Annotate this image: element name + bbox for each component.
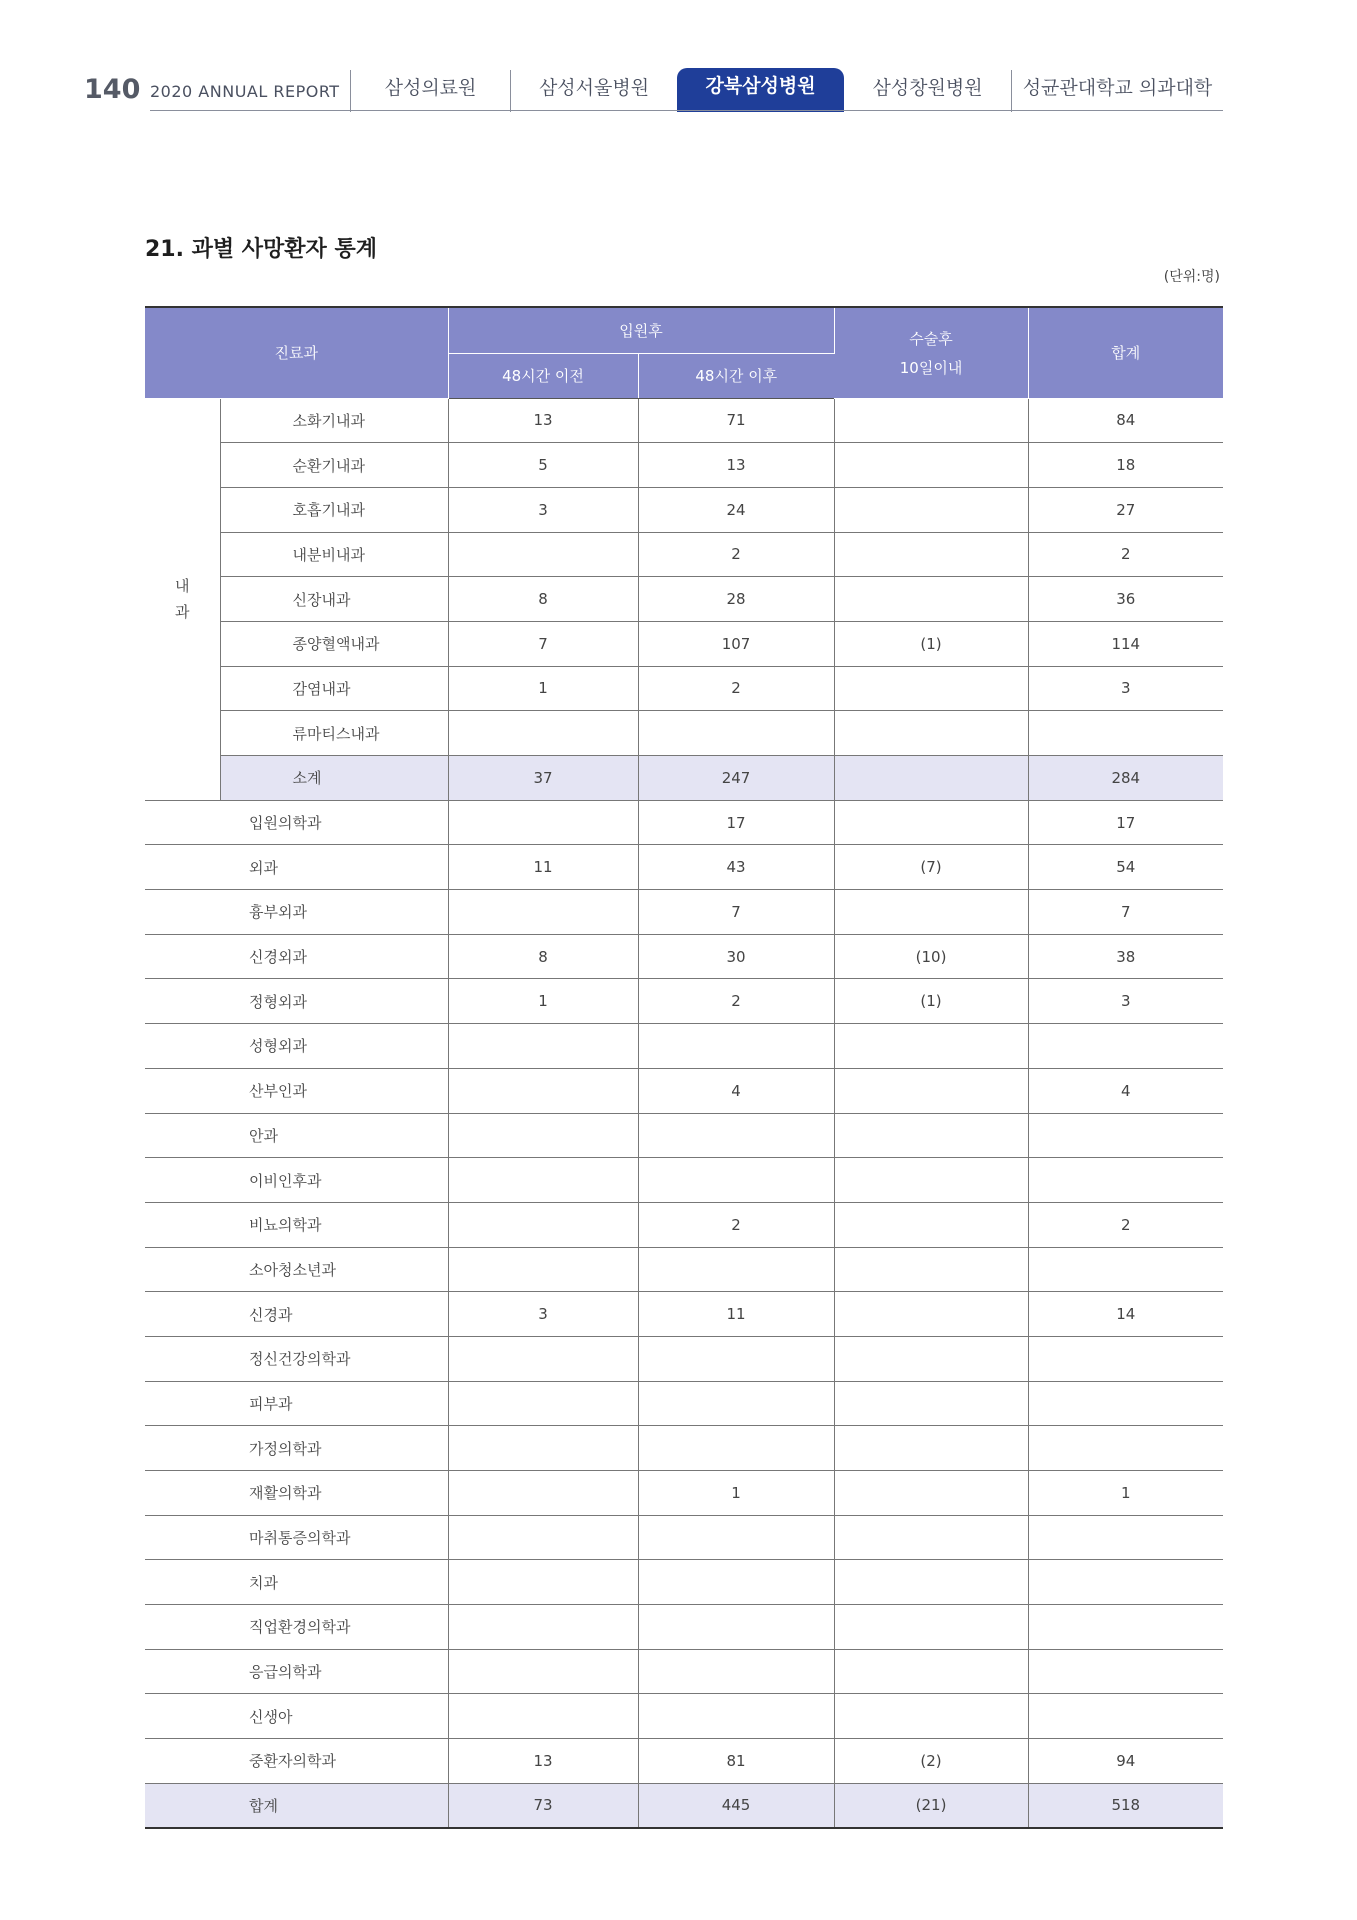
dept-name: 외과: [145, 845, 448, 890]
cell-total: [1028, 1605, 1223, 1650]
cell-after-48h: [638, 1381, 834, 1426]
cell-post-surgery: [834, 1694, 1028, 1739]
cell-total: [1028, 1158, 1223, 1203]
cell-before-48h: [448, 1381, 638, 1426]
table-row: [145, 532, 1223, 577]
cell-post-surgery: [834, 1605, 1028, 1650]
table-body: [145, 398, 1223, 1828]
cell-before-48h: 1: [448, 666, 638, 711]
table-row: [145, 1024, 1223, 1069]
cell-total: [1028, 1024, 1223, 1069]
cell-total: [1028, 1649, 1223, 1694]
header-surgery-line2: 10일이내: [899, 358, 963, 377]
dept-name: 피부과: [145, 1381, 448, 1426]
dept-name: 신생아: [145, 1694, 448, 1739]
cell-before-48h: 3: [448, 487, 638, 532]
dept-name: 응급의학과: [145, 1649, 448, 1694]
report-label: 2020 ANNUAL REPORT: [150, 82, 340, 101]
cell-after-48h: [638, 1247, 834, 1292]
cell-before-48h: [448, 1068, 638, 1113]
dept-name: 호흡기내과: [220, 487, 448, 532]
cell-total: 2: [1028, 1202, 1223, 1247]
table-row: [145, 1649, 1223, 1694]
tab-samsung-seoul-hospital[interactable]: 삼성서울병원: [510, 70, 677, 112]
tab-skku-medicine[interactable]: 성균관대학교 의과대학: [1011, 70, 1223, 112]
cell-post-surgery: [834, 443, 1028, 488]
cell-after-48h: 247: [638, 756, 834, 801]
table-row: [145, 398, 1223, 443]
cell-post-surgery: (10): [834, 934, 1028, 979]
dept-name: 소계: [220, 756, 448, 801]
dept-name: 신장내과: [220, 577, 448, 622]
cell-before-48h: 37: [448, 756, 638, 801]
cell-post-surgery: [834, 1113, 1028, 1158]
cell-post-surgery: [834, 1381, 1028, 1426]
cell-post-surgery: [834, 1649, 1028, 1694]
cell-post-surgery: [834, 532, 1028, 577]
cell-before-48h: [448, 1158, 638, 1203]
dept-name: 합계: [145, 1783, 448, 1828]
cell-before-48h: 13: [448, 1739, 638, 1784]
cell-total: 17: [1028, 800, 1223, 845]
table-row: [145, 1381, 1223, 1426]
dept-name: 비뇨의학과: [145, 1202, 448, 1247]
cell-before-48h: [448, 1560, 638, 1605]
dept-name: 정신건강의학과: [145, 1336, 448, 1381]
tab-samsung-medical-center[interactable]: 삼성의료원: [350, 70, 510, 112]
cell-after-48h: [638, 1024, 834, 1069]
cell-total: 1: [1028, 1471, 1223, 1516]
cell-after-48h: 2: [638, 532, 834, 577]
cell-total: [1028, 1247, 1223, 1292]
cell-post-surgery: (2): [834, 1739, 1028, 1784]
cell-before-48h: 7: [448, 621, 638, 666]
section-title: 21. 과별 사망환자 통계: [145, 237, 377, 262]
cell-total: 7: [1028, 890, 1223, 935]
cell-post-surgery: [834, 1336, 1028, 1381]
cell-before-48h: 8: [448, 934, 638, 979]
cell-after-48h: [638, 1158, 834, 1203]
table-row: [145, 487, 1223, 532]
cell-post-surgery: [834, 1426, 1028, 1471]
cell-before-48h: [448, 711, 638, 756]
cell-before-48h: [448, 1024, 638, 1069]
dept-name: 정형외과: [145, 979, 448, 1024]
dept-name: 중환자의학과: [145, 1739, 448, 1784]
subtotal-row: [145, 756, 1223, 801]
dept-name: 소아청소년과: [145, 1247, 448, 1292]
cell-post-surgery: [834, 1292, 1028, 1337]
cell-before-48h: 5: [448, 443, 638, 488]
table-row: [145, 1336, 1223, 1381]
table-row: [145, 1158, 1223, 1203]
cell-post-surgery: [834, 890, 1028, 935]
cell-after-48h: 71: [638, 398, 834, 443]
table-row: [145, 1605, 1223, 1650]
cell-before-48h: [448, 1694, 638, 1739]
table-row: [145, 443, 1223, 488]
dept-name: 소화기내과: [220, 398, 448, 443]
dept-name: 가정의학과: [145, 1426, 448, 1471]
cell-after-48h: [638, 1515, 834, 1560]
cell-post-surgery: [834, 711, 1028, 756]
cell-before-48h: [448, 1605, 638, 1650]
cell-total: 4: [1028, 1068, 1223, 1113]
table-row: [145, 1202, 1223, 1247]
cell-post-surgery: [834, 487, 1028, 532]
tab-kangbuk-samsung-hospital[interactable]: 강북삼성병원: [677, 68, 844, 112]
cell-before-48h: 8: [448, 577, 638, 622]
table-row: [145, 1247, 1223, 1292]
cell-after-48h: 107: [638, 621, 834, 666]
dept-name: 입원의학과: [145, 800, 448, 845]
table-row: [145, 1515, 1223, 1560]
cell-after-48h: [638, 1694, 834, 1739]
cell-total: 38: [1028, 934, 1223, 979]
cell-total: 84: [1028, 398, 1223, 443]
dept-name: 안과: [145, 1113, 448, 1158]
cell-post-surgery: (1): [834, 621, 1028, 666]
cell-post-surgery: [834, 1471, 1028, 1516]
cell-post-surgery: [834, 756, 1028, 801]
cell-before-48h: [448, 1336, 638, 1381]
cell-total: [1028, 1336, 1223, 1381]
dept-name: 재활의학과: [145, 1471, 448, 1516]
cell-total: [1028, 1560, 1223, 1605]
cell-after-48h: 13: [638, 443, 834, 488]
table-row: [145, 845, 1223, 890]
header-before-48h: 48시간 이전: [448, 353, 638, 398]
cell-after-48h: [638, 711, 834, 756]
dept-name: 직업환경의학과: [145, 1605, 448, 1650]
table-row: [145, 1113, 1223, 1158]
mortality-table: [145, 306, 1223, 1829]
header-after-48h: 48시간 이후: [638, 353, 834, 398]
cell-post-surgery: [834, 1158, 1028, 1203]
table-row: [145, 890, 1223, 935]
cell-after-48h: [638, 1113, 834, 1158]
header-total: 합계: [1028, 307, 1223, 398]
cell-post-surgery: [834, 1202, 1028, 1247]
table-row: [145, 621, 1223, 666]
cell-total: [1028, 1113, 1223, 1158]
cell-before-48h: [448, 1471, 638, 1516]
cell-post-surgery: [834, 1515, 1028, 1560]
cell-before-48h: [448, 1649, 638, 1694]
cell-before-48h: 3: [448, 1292, 638, 1337]
table-row: [145, 666, 1223, 711]
table-row: [145, 1739, 1223, 1784]
dept-name: 성형외과: [145, 1024, 448, 1069]
dept-name: 순환기내과: [220, 443, 448, 488]
cell-before-48h: [448, 1426, 638, 1471]
cell-total: 94: [1028, 1739, 1223, 1784]
dept-name: 흉부외과: [145, 890, 448, 935]
cell-total: 518: [1028, 1783, 1223, 1828]
cell-post-surgery: (21): [834, 1783, 1028, 1828]
cell-post-surgery: [834, 1024, 1028, 1069]
cell-after-48h: [638, 1649, 834, 1694]
cell-before-48h: [448, 1202, 638, 1247]
cell-after-48h: 43: [638, 845, 834, 890]
cell-total: 3: [1028, 666, 1223, 711]
dept-name: 류마티스내과: [220, 711, 448, 756]
table-row: [145, 1560, 1223, 1605]
cell-total: [1028, 1381, 1223, 1426]
table-row: [145, 1694, 1223, 1739]
table-row: [145, 577, 1223, 622]
table-row: [145, 1471, 1223, 1516]
cell-total: [1028, 711, 1223, 756]
cell-after-48h: [638, 1560, 834, 1605]
table-row: [145, 800, 1223, 845]
cell-after-48h: [638, 1605, 834, 1650]
cell-post-surgery: [834, 800, 1028, 845]
cell-after-48h: 17: [638, 800, 834, 845]
dept-name: 종양혈액내과: [220, 621, 448, 666]
table-row: [145, 979, 1223, 1024]
unit-label: (단위:명): [1163, 269, 1220, 285]
cell-total: 284: [1028, 756, 1223, 801]
cell-after-48h: 445: [638, 1783, 834, 1828]
cell-post-surgery: [834, 1560, 1028, 1605]
dept-name: 신경과: [145, 1292, 448, 1337]
dept-name: 마취통증의학과: [145, 1515, 448, 1560]
tab-samsung-changwon-hospital[interactable]: 삼성창원병원: [872, 77, 983, 99]
group-label: 내 과: [175, 577, 190, 622]
cell-total: 14: [1028, 1292, 1223, 1337]
cell-total: [1028, 1694, 1223, 1739]
cell-post-surgery: [834, 1068, 1028, 1113]
cell-after-48h: 11: [638, 1292, 834, 1337]
dept-name: 신경외과: [145, 934, 448, 979]
cell-after-48h: 28: [638, 577, 834, 622]
cell-total: 2: [1028, 532, 1223, 577]
internal-medicine-group: [145, 398, 220, 800]
table-row: [145, 1068, 1223, 1113]
cell-before-48h: 73: [448, 1783, 638, 1828]
dept-name: 이비인후과: [145, 1158, 448, 1203]
cell-post-surgery: [834, 1247, 1028, 1292]
page-number: 140: [84, 74, 141, 105]
dept-name: 내분비내과: [220, 532, 448, 577]
header-divider: [150, 110, 1223, 111]
cell-after-48h: 4: [638, 1068, 834, 1113]
cell-post-surgery: [834, 666, 1028, 711]
cell-after-48h: 1: [638, 1471, 834, 1516]
header-surgery-line1: 수술후: [909, 329, 953, 348]
cell-total: 36: [1028, 577, 1223, 622]
cell-after-48h: 30: [638, 934, 834, 979]
cell-after-48h: [638, 1336, 834, 1381]
header-dept: 진료과: [145, 307, 448, 398]
cell-post-surgery: [834, 577, 1028, 622]
cell-post-surgery: (7): [834, 845, 1028, 890]
table-row: [145, 934, 1223, 979]
cell-after-48h: 2: [638, 979, 834, 1024]
cell-total: 54: [1028, 845, 1223, 890]
cell-before-48h: [448, 532, 638, 577]
cell-after-48h: 2: [638, 1202, 834, 1247]
table-row: [145, 1426, 1223, 1471]
cell-after-48h: 7: [638, 890, 834, 935]
cell-before-48h: 13: [448, 398, 638, 443]
cell-after-48h: 2: [638, 666, 834, 711]
cell-total: [1028, 1515, 1223, 1560]
dept-name: 산부인과: [145, 1068, 448, 1113]
grand-total-row: [145, 1783, 1223, 1828]
cell-before-48h: [448, 800, 638, 845]
header-surgery: [834, 307, 1028, 398]
cell-after-48h: 24: [638, 487, 834, 532]
cell-total: [1028, 1426, 1223, 1471]
cell-before-48h: [448, 1247, 638, 1292]
page-header: [0, 0, 1357, 120]
dept-name: 감염내과: [220, 666, 448, 711]
cell-total: 27: [1028, 487, 1223, 532]
table-row: [145, 1292, 1223, 1337]
cell-total: 114: [1028, 621, 1223, 666]
table-row: [145, 711, 1223, 756]
cell-after-48h: 81: [638, 1739, 834, 1784]
cell-before-48h: 11: [448, 845, 638, 890]
cell-post-surgery: [834, 398, 1028, 443]
dept-name: 치과: [145, 1560, 448, 1605]
cell-before-48h: [448, 1515, 638, 1560]
cell-total: 18: [1028, 443, 1223, 488]
cell-before-48h: [448, 1113, 638, 1158]
cell-total: 3: [1028, 979, 1223, 1024]
cell-before-48h: [448, 890, 638, 935]
header-admission: 입원후: [448, 307, 834, 353]
cell-post-surgery: (1): [834, 979, 1028, 1024]
cell-before-48h: 1: [448, 979, 638, 1024]
cell-after-48h: [638, 1426, 834, 1471]
